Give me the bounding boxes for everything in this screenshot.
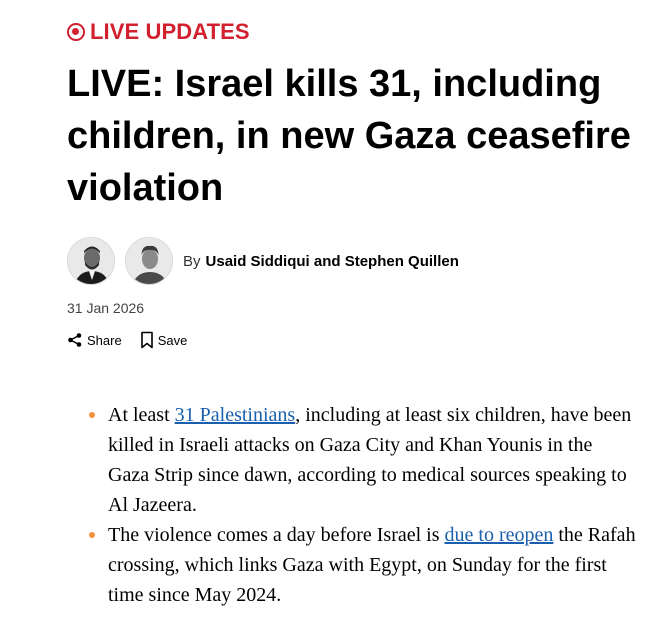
list-item xyxy=(87,520,637,610)
live-updates-label: LIVE UPDATES xyxy=(90,19,250,44)
palestinians-link[interactable]: 31 Palestinians xyxy=(174,404,296,426)
bullet-text-before: At least xyxy=(108,404,175,426)
author-avatar-2[interactable] xyxy=(125,237,173,285)
bullet-text-after: the Rafah crossing, which links Gaza with Egypt, on Sunday for the first time since May 2024. xyxy=(108,524,636,606)
save-button[interactable] xyxy=(140,331,188,349)
bullet-dot-icon xyxy=(89,412,95,418)
share-label: Share xyxy=(87,332,122,348)
list-item xyxy=(87,400,637,520)
key-points-list xyxy=(87,400,637,610)
byline xyxy=(67,236,459,286)
bullet-text-after: , including at least six children, have been killed in Israeli attacks on Gaza City and Khan Younis in the Gaza Strip since dawn, according to medical sources speaking to Al Jazeera. xyxy=(108,404,632,516)
bullet-text-before: The violence comes a day before Israel is xyxy=(108,524,445,546)
due-to-reopen-link[interactable]: due to reopen xyxy=(444,524,554,546)
share-button[interactable] xyxy=(67,332,122,348)
publish-date: 31 Jan 2026 xyxy=(67,300,145,316)
byline-prefix: By xyxy=(183,252,201,270)
bookmark-icon xyxy=(140,331,154,349)
share-icon xyxy=(67,332,83,348)
author-avatar-1[interactable] xyxy=(67,237,115,285)
live-record-icon xyxy=(67,23,85,41)
live-updates-tag xyxy=(67,18,250,46)
save-label: Save xyxy=(157,332,188,348)
article-actions xyxy=(67,331,205,349)
page-title: LIVE: Israel kills 31, including children, in new Gaza ceasefire violation xyxy=(67,63,631,209)
bullet-dot-icon xyxy=(89,532,95,538)
author-names-link[interactable]: Usaid Siddiqui and Stephen Quillen xyxy=(205,252,459,270)
